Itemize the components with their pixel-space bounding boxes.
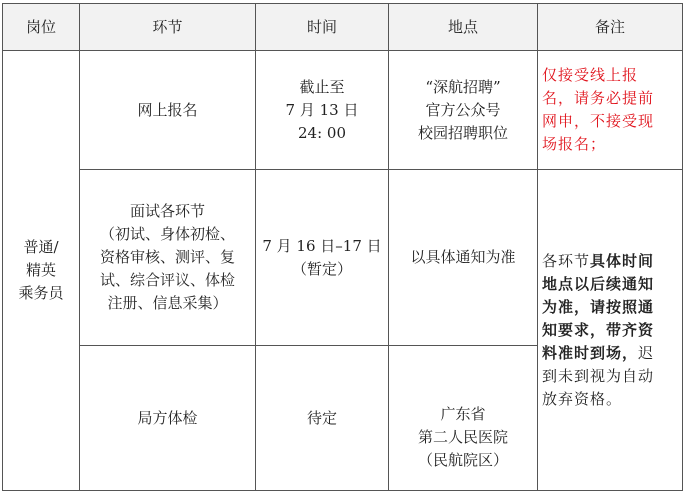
note-line [542, 342, 678, 365]
place-line: 第二人民医院 [417, 428, 508, 446]
note-line: 知要求，带齐资 [542, 320, 655, 339]
time-line: 截止至 [299, 77, 345, 96]
note-line: 场报名； [542, 135, 607, 153]
time-line: 待定 [306, 408, 337, 427]
note-text: 迟 [638, 343, 655, 362]
header-stage: 环节 [80, 4, 256, 51]
note-line: 到未到视为自动 [542, 366, 655, 385]
place-cell [389, 51, 538, 170]
note-line: 为准，请按照通 [542, 297, 655, 316]
header-row [3, 4, 683, 51]
header-place: 地点 [389, 4, 538, 51]
header-notes: 备注 [538, 4, 683, 51]
note-line: 地点以后续通知 [542, 274, 655, 293]
place-line: 官方公众号 [425, 100, 501, 119]
recruitment-schedule-table [2, 3, 683, 491]
time-cell [256, 346, 389, 491]
header-time: 时间 [256, 4, 389, 51]
place-line: “深航招聘” [425, 77, 501, 96]
position-line: 普通/ [23, 238, 59, 256]
note-line: 放弃资格。 [542, 389, 623, 408]
note-schedule-instructions [538, 170, 683, 491]
stage-cell [80, 170, 256, 346]
note-bold-text: 具体时间 [590, 251, 655, 270]
position-cell [3, 51, 80, 491]
time-line: 7 月 13 日 [285, 100, 359, 119]
place-line: 校园招聘职位 [417, 123, 508, 142]
time-line: 24: 00 [298, 123, 346, 142]
note-text: 各环节 [542, 251, 591, 270]
stage-line: 局方体检 [137, 408, 198, 427]
stage-line: 资格审核、测评、复 [99, 248, 235, 266]
note-line: 网申，不接受现 [542, 112, 655, 130]
stage-cell [80, 346, 256, 491]
note-line: 名，请务必提前 [542, 89, 655, 107]
stage-line: 试、综合评议、体检 [99, 271, 235, 289]
place-cell [389, 346, 538, 491]
note-line: 仅接受线上报 [542, 66, 639, 84]
table-row [3, 170, 683, 346]
time-cell [256, 51, 389, 170]
note-bold-text: 料准时到场， [542, 343, 639, 362]
stage-line: 注册、信息采集） [107, 294, 228, 312]
time-cell [256, 170, 389, 346]
stage-line: （初试、身体初检、 [99, 225, 235, 243]
note-line [542, 250, 678, 273]
time-line: 7 月 16 日–17 日 [262, 236, 382, 255]
position-line: 乘务员 [18, 284, 64, 302]
place-line: （民航院区） [417, 451, 508, 469]
stage-line: 面试各环节 [129, 202, 205, 220]
header-position: 岗位 [3, 4, 80, 51]
place-line: 以具体通知为准 [410, 248, 516, 266]
table-row [3, 51, 683, 170]
stage-line: 网上报名 [137, 100, 198, 119]
place-cell [389, 170, 538, 346]
position-line: 精英 [25, 261, 56, 279]
time-line: （暂定） [291, 259, 352, 278]
place-line: 广东省 [440, 405, 486, 423]
note-online-registration [538, 51, 683, 170]
stage-cell [80, 51, 256, 170]
